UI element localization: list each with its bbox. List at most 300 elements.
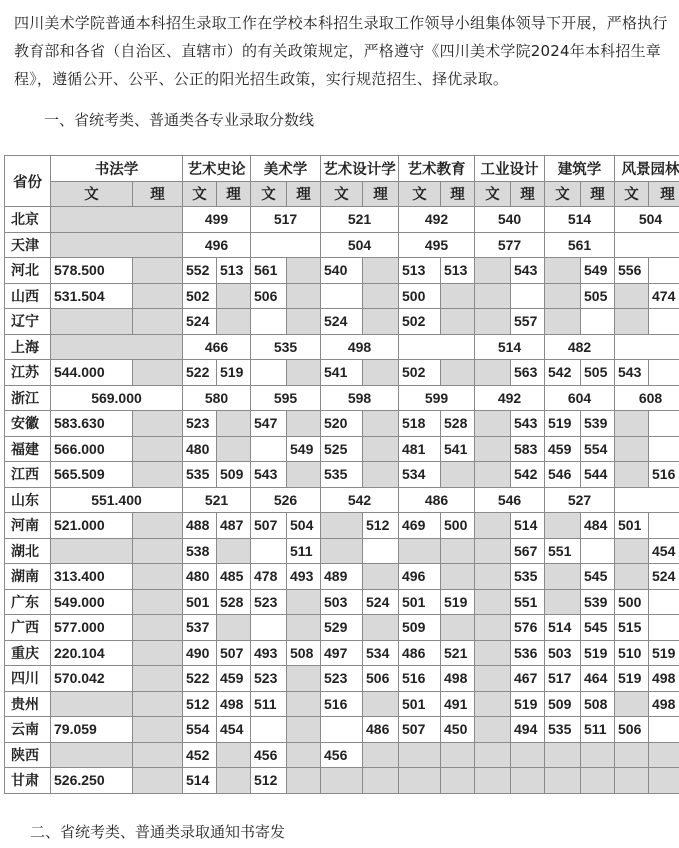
score-cell: 526: [251, 487, 321, 513]
province-cell: 贵州: [5, 691, 51, 717]
score-cell: [251, 717, 287, 743]
score-cell: 501: [399, 589, 441, 615]
score-cell: [251, 232, 321, 258]
score-cell: 580: [183, 385, 251, 411]
score-cell: [615, 411, 649, 437]
score-cell: 509: [217, 462, 251, 488]
score-cell: 496: [183, 232, 251, 258]
subject-header: 文: [545, 181, 581, 207]
score-cell: 554: [183, 717, 217, 743]
score-cell: [581, 768, 615, 794]
subject-header: 文: [399, 181, 441, 207]
score-cell: 509: [399, 615, 441, 641]
score-cell: 524: [321, 309, 363, 335]
score-cell: 502: [399, 309, 441, 335]
score-cell: [475, 462, 511, 488]
score-cell: 527: [545, 487, 615, 513]
score-cell: [363, 411, 399, 437]
score-cell: 512: [251, 768, 287, 794]
score-cell: 543: [511, 258, 545, 284]
score-cell: [615, 691, 649, 717]
major-header: 美术学: [251, 156, 321, 182]
score-cell: 506: [251, 283, 287, 309]
section-1-heading: 一、省统考类、普通类各专业录取分数线: [44, 111, 315, 129]
score-cell: 516: [399, 666, 441, 692]
score-cell: 539: [581, 411, 615, 437]
province-cell: 河北: [5, 258, 51, 284]
score-cell: 546: [545, 462, 581, 488]
table-row: [5, 462, 679, 488]
score-cell: 498: [649, 666, 679, 692]
score-cell: 507: [217, 640, 251, 666]
score-cell: 521.000: [51, 513, 133, 539]
score-cell: [287, 717, 321, 743]
score-cell: [217, 768, 251, 794]
score-cell: 220.104: [51, 640, 133, 666]
section-2-heading: 二、省统考类、普通类录取通知书寄发: [30, 823, 286, 841]
province-cell: 广西: [5, 615, 51, 641]
score-cell: 511: [287, 538, 321, 564]
score-cell: [545, 589, 581, 615]
score-cell: [475, 436, 511, 462]
major-header: 风景园林: [615, 156, 679, 182]
score-cell: [133, 589, 183, 615]
score-cell: [133, 691, 183, 717]
score-cell: [321, 768, 363, 794]
table-row: [5, 411, 679, 437]
score-cell: 525: [321, 436, 363, 462]
score-cell: [441, 615, 475, 641]
score-cell: 464: [581, 666, 615, 692]
table-row: [5, 207, 679, 233]
score-cell: 492: [399, 207, 475, 233]
score-cell: 565.509: [51, 462, 133, 488]
score-cell: 454: [217, 717, 251, 743]
score-cell: 496: [399, 564, 441, 590]
score-cell: 504: [321, 232, 399, 258]
province-cell: 上海: [5, 334, 51, 360]
score-cell: 520: [321, 411, 363, 437]
score-cell: [133, 564, 183, 590]
score-cell: 521: [183, 487, 251, 513]
score-cell: 526.250: [51, 768, 133, 794]
score-cell: 519: [511, 691, 545, 717]
score-cell: 529: [321, 615, 363, 641]
score-cell: 514: [183, 768, 217, 794]
score-cell: [441, 564, 475, 590]
province-header: 省份: [5, 156, 51, 207]
province-cell: 山西: [5, 283, 51, 309]
score-cell: [581, 538, 615, 564]
score-cell: [475, 640, 511, 666]
score-cell: 478: [251, 564, 287, 590]
score-cell: [51, 742, 133, 768]
score-cell: 536: [511, 640, 545, 666]
province-cell: 重庆: [5, 640, 51, 666]
province-cell: 湖北: [5, 538, 51, 564]
score-cell: 456: [321, 742, 363, 768]
score-cell: 513: [441, 258, 475, 284]
score-cell: 495: [399, 232, 475, 258]
score-cell: [287, 309, 321, 335]
score-cell: 535: [321, 462, 363, 488]
score-cell: [363, 768, 399, 794]
score-cell: [217, 309, 251, 335]
score-cell: 567: [511, 538, 545, 564]
score-cell: [363, 615, 399, 641]
score-cell: 528: [441, 411, 475, 437]
score-cell: 503: [321, 589, 363, 615]
score-cell: [363, 538, 399, 564]
score-cell: [363, 283, 399, 309]
score-cell: [363, 309, 399, 335]
score-cell: 549: [287, 436, 321, 462]
score-cell: 506: [615, 717, 649, 743]
score-cell: [615, 742, 649, 768]
score-cell: [321, 513, 363, 539]
score-cell: [475, 564, 511, 590]
score-cell: 522: [183, 666, 217, 692]
score-cell: [363, 564, 399, 590]
score-cell: 493: [251, 640, 287, 666]
score-cell: 551.400: [51, 487, 183, 513]
score-cell: 556: [615, 258, 649, 284]
score-cell: [217, 538, 251, 564]
score-cell: 469: [399, 513, 441, 539]
score-cell: [615, 309, 649, 335]
score-cell: 456: [251, 742, 287, 768]
score-cell: [133, 462, 183, 488]
score-cell: [363, 742, 399, 768]
score-cell: 512: [183, 691, 217, 717]
province-cell: 江苏: [5, 360, 51, 386]
score-cell: 598: [321, 385, 399, 411]
score-cell: 557: [511, 309, 545, 335]
major-header: 建筑学: [545, 156, 615, 182]
score-cell: [475, 411, 511, 437]
score-cell: [217, 742, 251, 768]
score-cell: 482: [545, 334, 615, 360]
score-cell: [133, 513, 183, 539]
score-cell: [133, 309, 183, 335]
score-cell: [649, 309, 679, 335]
score-cell: 484: [581, 513, 615, 539]
score-cell: [51, 538, 133, 564]
score-cell: [399, 538, 441, 564]
score-cell: 508: [581, 691, 615, 717]
score-cell: [615, 538, 649, 564]
score-cell: 514: [475, 334, 545, 360]
score-cell: [51, 232, 183, 258]
score-cell: [133, 666, 183, 692]
table-row: [5, 589, 679, 615]
score-cell: [475, 589, 511, 615]
score-cell: 491: [441, 691, 475, 717]
score-cell: 517: [545, 666, 581, 692]
score-cell: 542: [545, 360, 581, 386]
province-cell: 广东: [5, 589, 51, 615]
table-row: [5, 513, 679, 539]
score-cell: 498: [649, 691, 679, 717]
score-cell: 502: [183, 283, 217, 309]
score-cell: [475, 615, 511, 641]
table-row: [5, 334, 679, 360]
score-cell: 513: [217, 258, 251, 284]
score-cell: 566.000: [51, 436, 133, 462]
province-cell: 四川: [5, 666, 51, 692]
score-cell: 467: [511, 666, 545, 692]
score-cell: [615, 436, 649, 462]
score-cell: [649, 258, 679, 284]
score-cell: [615, 334, 679, 360]
score-cell: 540: [475, 207, 545, 233]
score-cell: [475, 513, 511, 539]
score-cell: [475, 666, 511, 692]
score-cell: 494: [511, 717, 545, 743]
province-cell: 安徽: [5, 411, 51, 437]
score-cell: [649, 589, 679, 615]
score-cell: 528: [217, 589, 251, 615]
score-cell: [581, 742, 615, 768]
subject-header: 理: [649, 181, 679, 207]
score-cell: 545: [581, 615, 615, 641]
province-cell: 北京: [5, 207, 51, 233]
score-cell: 544.000: [51, 360, 133, 386]
subject-header: 理: [363, 181, 399, 207]
score-cell: [511, 742, 545, 768]
score-cell: [133, 717, 183, 743]
province-cell: 浙江: [5, 385, 51, 411]
score-cell: 523: [251, 666, 287, 692]
score-cell: 516: [321, 691, 363, 717]
score-cell: 79.059: [51, 717, 133, 743]
score-cell: 543: [511, 411, 545, 437]
score-cell: [649, 513, 679, 539]
score-cell: 492: [475, 385, 545, 411]
score-cell: 576: [511, 615, 545, 641]
score-cell: 546: [475, 487, 545, 513]
subject-header: 文: [321, 181, 363, 207]
province-cell: 甘肃: [5, 768, 51, 794]
score-cell: [475, 717, 511, 743]
score-cell: 459: [545, 436, 581, 462]
score-cell: 498: [217, 691, 251, 717]
score-cell: 531.504: [51, 283, 133, 309]
table-row: [5, 538, 679, 564]
score-cell: 504: [287, 513, 321, 539]
score-cell: 542: [321, 487, 399, 513]
score-cell: [441, 360, 475, 386]
province-cell: 河南: [5, 513, 51, 539]
score-cell: [615, 487, 679, 513]
score-cell: [545, 742, 581, 768]
score-cell: 519: [441, 589, 475, 615]
score-cell: [615, 283, 649, 309]
score-cell: [649, 768, 679, 794]
score-cell: [545, 258, 581, 284]
score-cell: 561: [251, 258, 287, 284]
score-cell: 541: [321, 360, 363, 386]
score-cell: 563: [511, 360, 545, 386]
province-cell: 陕西: [5, 742, 51, 768]
table-row: [5, 691, 679, 717]
score-cell: 523: [251, 589, 287, 615]
province-cell: 辽宁: [5, 309, 51, 335]
score-cell: [133, 360, 183, 386]
score-cell: 502: [399, 360, 441, 386]
score-cell: [441, 538, 475, 564]
score-cell: 509: [545, 691, 581, 717]
subject-header: 文: [615, 181, 649, 207]
score-cell: 547: [251, 411, 287, 437]
score-cell: 535: [251, 334, 321, 360]
score-cell: 513: [399, 258, 441, 284]
score-cell: 504: [615, 207, 679, 233]
score-cell: 544: [581, 462, 615, 488]
score-cell: [475, 742, 511, 768]
score-cell: 500: [441, 513, 475, 539]
score-cell: [615, 768, 649, 794]
score-cell: [217, 411, 251, 437]
score-cell: 501: [399, 691, 441, 717]
score-cell: 522: [183, 360, 217, 386]
score-cell: 512: [363, 513, 399, 539]
province-cell: 天津: [5, 232, 51, 258]
score-cell: [217, 436, 251, 462]
score-cell: 500: [615, 589, 649, 615]
score-cell: 608: [615, 385, 679, 411]
table-row: [5, 309, 679, 335]
score-cell: [363, 462, 399, 488]
score-cell: 507: [399, 717, 441, 743]
score-cell: 570.042: [51, 666, 133, 692]
score-cell: [51, 334, 183, 360]
score-cell: 508: [287, 640, 321, 666]
score-cell: 577: [475, 232, 545, 258]
score-cell: [217, 615, 251, 641]
intro-paragraph: 四川美术学院普通本科招生录取工作在学校本科招生录取工作领导小组集体领导下开展，严格执行教育部和各省（自治区、直辖市）的有关政策规定，严格遵守《四川美术学院2024年本科招生章程》，遵循公开、公平、公正的阳光招生政策，实行规范招生、择优录取。: [14, 14, 668, 88]
score-cell: [649, 717, 679, 743]
score-cell: 539: [581, 589, 615, 615]
table-row: [5, 258, 679, 284]
major-header: 书法学: [51, 156, 183, 182]
score-cell: 577.000: [51, 615, 133, 641]
score-cell: [649, 742, 679, 768]
province-cell: 湖南: [5, 564, 51, 590]
subject-header: 理: [217, 181, 251, 207]
score-cell: 519: [217, 360, 251, 386]
subject-header: 理: [133, 181, 183, 207]
score-cell: 521: [441, 640, 475, 666]
score-cell: 485: [217, 564, 251, 590]
score-cell: [475, 283, 511, 309]
province-cell: 江西: [5, 462, 51, 488]
score-cell: [251, 360, 287, 386]
score-cell: 498: [441, 666, 475, 692]
score-cell: [441, 462, 475, 488]
score-cell: 514: [545, 207, 615, 233]
score-cell: [321, 538, 363, 564]
score-cell: 497: [321, 640, 363, 666]
table-row: [5, 742, 679, 768]
score-cell: [545, 309, 581, 335]
score-cell: 561: [545, 232, 615, 258]
score-cell: [133, 742, 183, 768]
score-cell: 538: [183, 538, 217, 564]
score-cell: 486: [399, 640, 441, 666]
score-cell: [615, 232, 679, 258]
score-cell: 481: [399, 436, 441, 462]
score-cell: 523: [321, 666, 363, 692]
score-cell: [441, 309, 475, 335]
table-row: [5, 666, 679, 692]
subject-header: 理: [581, 181, 615, 207]
score-cell: 505: [581, 283, 615, 309]
major-header: 艺术设计学: [321, 156, 399, 182]
score-cell: 551: [545, 538, 581, 564]
score-cell: [287, 589, 321, 615]
score-cell: [287, 360, 321, 386]
score-cell: 519: [545, 411, 581, 437]
score-cell: [615, 564, 649, 590]
score-cell: [475, 691, 511, 717]
score-cell: [287, 742, 321, 768]
score-cell: 534: [399, 462, 441, 488]
score-cell: [475, 309, 511, 335]
score-cell: 486: [399, 487, 475, 513]
score-cell: 595: [251, 385, 321, 411]
score-cell: 569.000: [51, 385, 183, 411]
score-cell: [363, 360, 399, 386]
score-cell: [287, 462, 321, 488]
score-cell: [441, 742, 475, 768]
score-cell: [475, 768, 511, 794]
score-cell: [615, 462, 649, 488]
score-cell: 500: [399, 283, 441, 309]
score-cell: [133, 615, 183, 641]
province-cell: 福建: [5, 436, 51, 462]
score-cell: [133, 411, 183, 437]
table-row: [5, 640, 679, 666]
score-cell: [321, 283, 363, 309]
major-header: 艺术史论: [183, 156, 251, 182]
score-cell: 501: [615, 513, 649, 539]
table-row: [5, 615, 679, 641]
score-cell: [475, 538, 511, 564]
score-cell: 541: [441, 436, 475, 462]
score-cell: [581, 309, 615, 335]
score-cell: 535: [183, 462, 217, 488]
score-cell: 480: [183, 564, 217, 590]
table-row: [5, 385, 679, 411]
subject-header: 理: [287, 181, 321, 207]
table-row: [5, 283, 679, 309]
subject-header: 文: [475, 181, 511, 207]
score-cell: [287, 768, 321, 794]
table-row: [5, 360, 679, 386]
score-cell: 450: [441, 717, 475, 743]
score-cell: [399, 742, 441, 768]
score-cell: 521: [321, 207, 399, 233]
score-cell: 514: [511, 513, 545, 539]
score-cell: 523: [183, 411, 217, 437]
score-cell: 474: [649, 283, 679, 309]
score-cell: [321, 717, 363, 743]
score-cell: 488: [183, 513, 217, 539]
score-cell: 578.500: [51, 258, 133, 284]
score-cell: 454: [649, 538, 679, 564]
table-row: [5, 564, 679, 590]
